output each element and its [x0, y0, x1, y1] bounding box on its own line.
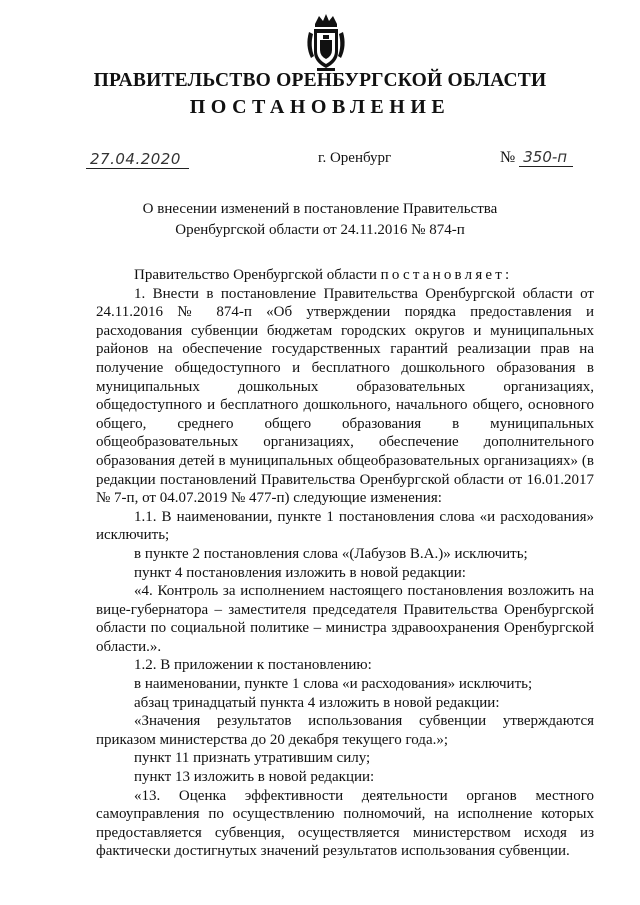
body-paragraph: пункт 4 постановления изложить в новой редакции: — [134, 564, 466, 581]
number-value: 350-п — [519, 148, 573, 167]
intro-keyword: постановляет: — [380, 267, 513, 283]
body-paragraph: «13. Оценка эффективности деятельности органов местного самоуправления по осуществлению полномочий, на исполнение которых предоставляется субвенция, осуществляется министерством исходя из фактически достигнутых значений результатов использования субвенции. — [96, 787, 594, 860]
document-number — [500, 148, 573, 167]
intro-text: Правительство Оренбургской области — [134, 267, 381, 283]
body-paragraph: в наименовании, пункте 1 слова «и расходования» исключить; — [134, 676, 533, 693]
organization-title: ПРАВИТЕЛЬСТВО ОРЕНБУРГСКОЙ ОБЛАСТИ — [93, 70, 547, 91]
document-date: 27.04.2020 — [86, 150, 189, 169]
body-paragraph: 1. Внести в постановление Правительства Оренбургской области от 24.11.2016 № 874-п «Об утверждении порядка предоставления и расходования субвенции бюджетам городских округов и муниципальных районов на обеспечение государственных гарантий реализации прав на получение общедоступного и бесплатного дошкольного образования в муниципальных дошкольных образовательных организациях, общедоступного и бесплатного дошкольного, начального общего, основного общего, среднего общего образования в муниципальных общеобразовательных организациях, обеспечение дополнительного образования детей в муниципальных общеобразовательных организациях» (в редакции постановлений Правительства Оренбургской области от 16.01.2017 № 7-п, от 04.07.2019 № 477-п) следующие изменения: — [96, 285, 594, 507]
subject-line: Оренбургской области от 24.11.2016 № 874-п — [175, 222, 465, 238]
body-paragraph: «4. Контроль за исполнением настоящего постановления возложить на вице-губернатора – заместителя председателя Правительства Оренбургской области по социальной политике – министра здравоохранения Оренбургской области.». — [96, 583, 594, 655]
document-type-title: ПОСТАНОВЛЕНИЕ — [189, 96, 451, 118]
body-paragraph: пункт 13 изложить в новой редакции: — [134, 769, 375, 786]
body-paragraph: абзац тринадцатый пункта 4 изложить в новой редакции: — [134, 694, 500, 711]
document-body — [96, 266, 594, 861]
body-paragraph: «Значения результатов использования субвенции утверждаются приказом министерства до 20 декабря текущего года.»; — [96, 713, 594, 748]
body-paragraph: пункт 11 признать утратившим силу; — [134, 750, 371, 767]
document-city: г. Оренбург — [318, 150, 392, 166]
body-intro — [96, 266, 594, 285]
body-paragraph: 1.1. В наименовании, пункте 1 постановления слова «и расходования» исключить; — [96, 508, 594, 544]
body-paragraph: 1.2. В приложении к постановлению: — [134, 657, 372, 674]
number-sign: № — [500, 149, 516, 166]
body-paragraph: в пункте 2 постановления слова «(Лабузов В.А.)» исключить; — [134, 545, 528, 562]
subject-line: О внесении изменений в постановление Правительства — [142, 201, 498, 217]
document-subject — [0, 199, 640, 241]
coat-of-arms-emblem — [303, 12, 349, 74]
